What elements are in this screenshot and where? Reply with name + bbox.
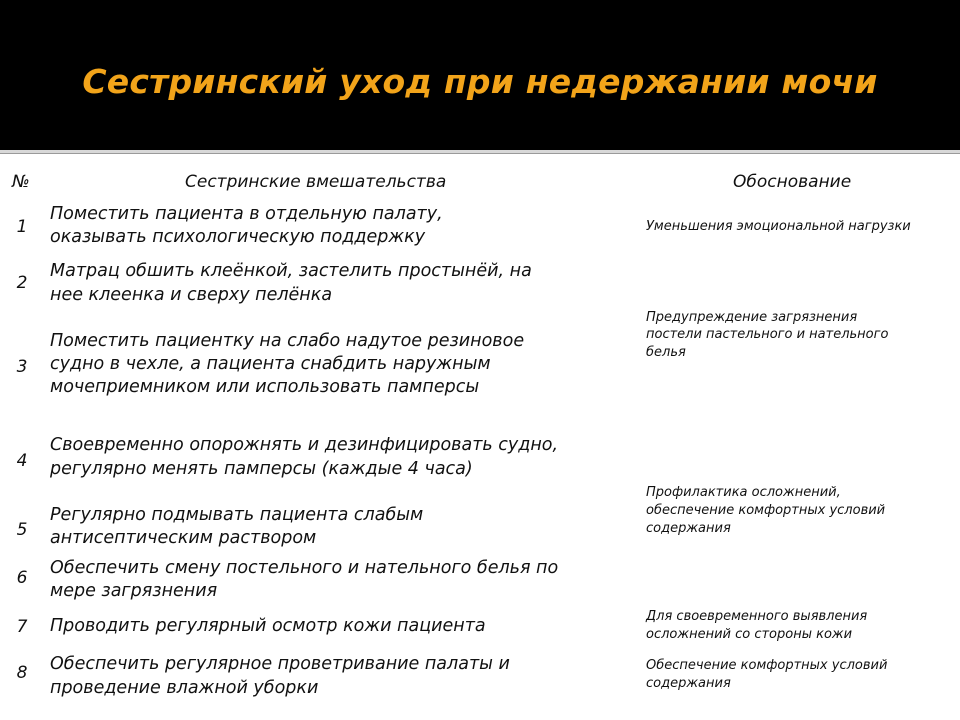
row-number: 4	[16, 451, 28, 471]
rationale-line: Предупреждение загрязнения	[646, 310, 858, 325]
intervention-line: Своевременно опорожнять и дезинфицировать судно,	[50, 435, 559, 455]
intervention-line: антисептическим раствором	[50, 528, 317, 548]
rationale-line: Уменьшения эмоциональной нагрузки	[646, 219, 911, 234]
intervention-line: Поместить пациентку на слабо надутое резиновое	[50, 331, 525, 351]
row-number: 7	[16, 617, 28, 637]
rationale-line: содержания	[646, 521, 731, 536]
column-header-interventions: Сестринские вмешательства	[185, 172, 447, 192]
row-number: 5	[16, 520, 28, 540]
rationale-line: Профилактика осложнений,	[646, 485, 841, 500]
intervention-line: Матрац обшить клеёнкой, застелить простынёй, на	[50, 261, 532, 281]
slide-title: Сестринский уход при недержании мочи	[82, 62, 878, 101]
rationale-line: белья	[646, 345, 686, 360]
row-number: 6	[16, 568, 28, 588]
rationale-line: Для своевременного выявления	[646, 609, 868, 624]
intervention-line: Поместить пациента в отдельную палату,	[50, 204, 443, 224]
row-number: 8	[16, 663, 28, 683]
intervention-line: оказывать психологическую поддержку	[50, 227, 426, 247]
rationale-line: осложнений со стороны кожи	[646, 627, 853, 642]
row-number: 1	[16, 217, 28, 237]
row-number: 2	[16, 273, 28, 293]
intervention-line: мере загрязнения	[50, 581, 218, 601]
intervention-line: нее клеенка и сверху пелёнка	[50, 285, 333, 305]
rationale-line: Обеспечение комфортных условий	[646, 658, 888, 673]
header-separator-shadow	[0, 153, 960, 154]
intervention-line: Проводить регулярный осмотр кожи пациента	[50, 616, 486, 636]
column-header-number: №	[12, 172, 30, 192]
intervention-line: судно в чехле, а пациента снабдить наружным	[50, 354, 491, 374]
intervention-line: Регулярно подмывать пациента слабым	[50, 505, 424, 525]
rationale-line: обеспечение комфортных условий	[646, 503, 886, 518]
row-number: 3	[16, 357, 28, 377]
rationale-line: постели пастельного и нательного	[646, 327, 889, 342]
intervention-line: Обеспечить смену постельного и нательного белья по	[50, 558, 559, 578]
intervention-line: Обеспечить регулярное проветривание палаты и	[50, 654, 510, 674]
intervention-line: мочеприемником или использовать памперсы	[50, 377, 480, 397]
intervention-line: регулярно менять памперсы (каждые 4 часа)	[50, 459, 473, 479]
rationale-line: содержания	[646, 676, 731, 691]
intervention-line: проведение влажной уборки	[50, 678, 319, 698]
column-header-rationale: Обоснование	[733, 172, 852, 192]
